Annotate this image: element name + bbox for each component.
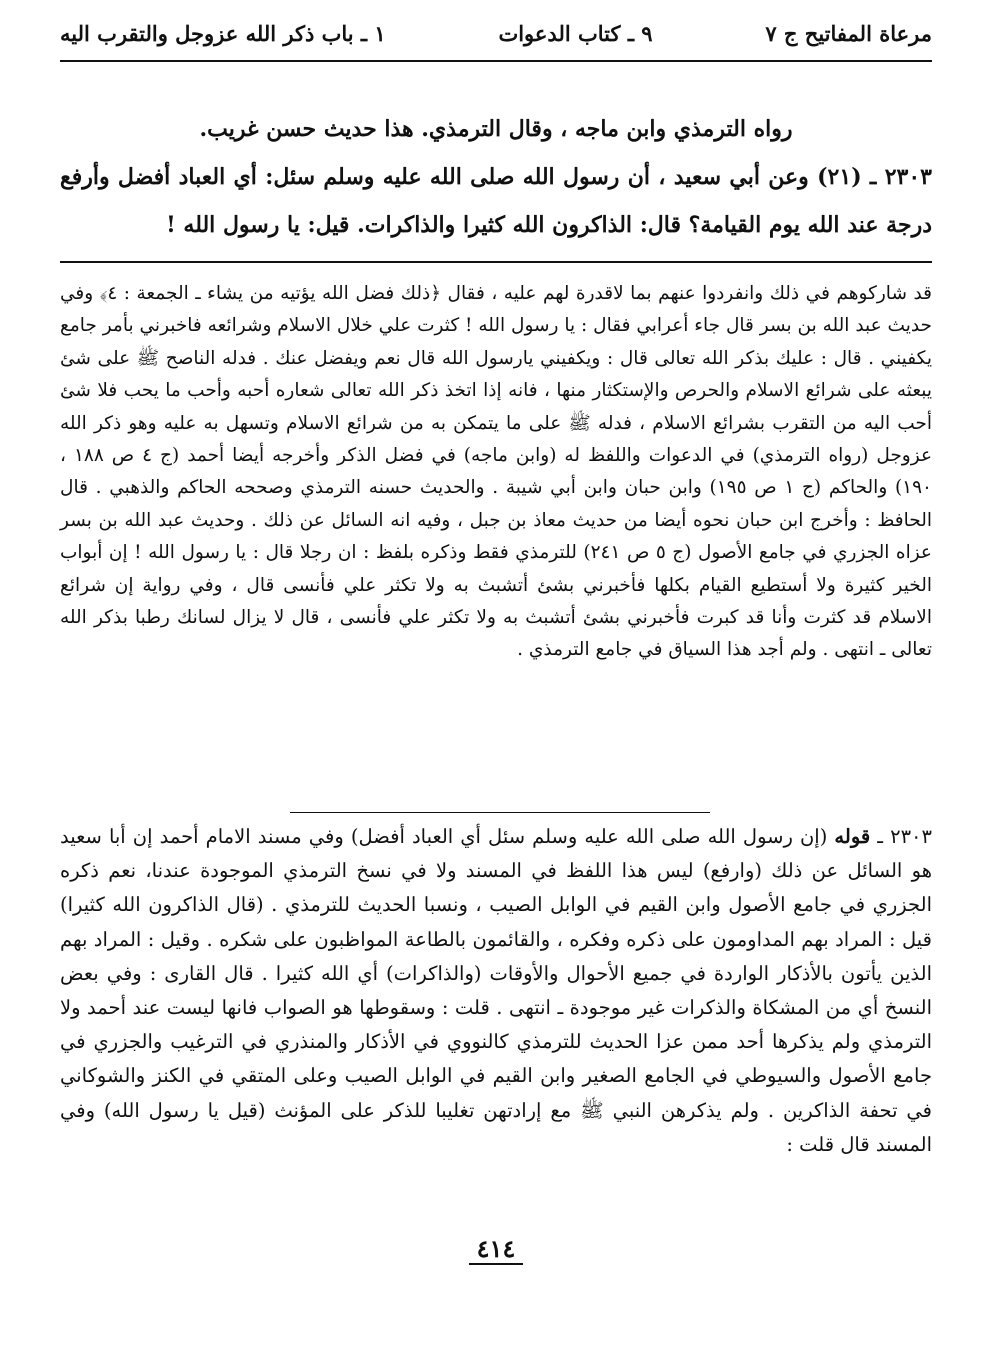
commentary-paragraph: قد شاركوهم في ذلك وانفردوا عنهم بما لاقدرة لهم عليه ، فقال ﴿ذلك فضل الله يؤتيه من يشاء ـ الجمعة : ٤﴾ وفي حديث عبد الله بن بسر قال جاء أعرابي فقال : يا رسول الله ! كثرت علي خلال الاسلام وشرائعه فاخبرني بأمر جامع يكفيني . قال : عليك بذكر الله تعالى قال : ويكفيني يارسول الله قال نعم ويفضل عنك . فدله الناصح ﷺ على شئ يبعثه على شرائع الاسلام والحرص والإستكثار منها ، فانه إذا اتخذ ذكر الله تعالى شعاره أحبه وأحب ما يحب فلا شئ أحب اليه من التقرب بشرائع الاسلام ، فدله ﷺ على ما يتمكن به من شرائع الاسلام وتسهل به عليه وهو ذكر الله عزوجل (رواه الترمذي) في الدعوات واللفظ له (وابن ماجه) في فضل الذكر وأخرجه أيضا أحمد (ج ٤ ص ١٨٨ ، ١٩٠) والحاكم (ج ١ ص ١٩٥) وابن حبان وابن أبي شيبة . والحديث حسنه الترمذي وصححه الحاكم والذهبي . قال الحافظ : وأخرج ابن حبان نحوه أيضا من حديث معاذ بن جبل ، وفيه انه السائل عن ذلك . وحديث عبد الله بن بسر عزاه الجزري في جامع الأصول (ج ٥ ص ٢٤١) للترمذي فقط وذكره بلفظ : ان رجلا قال : يا رسول الله ! إن أبواب الخير كثيرة ولا أستطيع القيام بكلها فأخبرني بشئ أتشبث به ولا تكثر علي فأنسى قال ، وفي رواية إن شرائع الاسلام قد كثرت وأنا قد كبرت فأخبرني بشئ أتشبث به ولا تكثر علي فأنسى ، قال لا يزال لسانك رطبا بذكر الله تعالى ـ انتهى . ولم أجد هذا السياق في جامع الترمذي . bbox=[60, 283, 933, 661]
running-header bbox=[60, 14, 932, 52]
hadith-main-text: ٢٣٠٣ ـ (٢١) وعن أبي سعيد ، أن رسول الله صلى الله عليه وسلم سئل: أي العباد أفضل وأرفع درجة عند الله يوم القيامة؟ قال: الذاكرون الله كثيرا والذاكرات. قيل: يا رسول الله ! bbox=[60, 164, 932, 238]
chapter-title: ٩ ـ كتاب الدعوات bbox=[498, 20, 653, 46]
hadith-text-block bbox=[60, 105, 932, 249]
note-text: (إن رسول الله صلى الله عليه وسلم سئل أي العباد أفضل) وفي مسند الامام أحمد إن أبا سعيد هو السائل عن ذلك (وارفع) ليس هذا اللفظ في المسند ولا في نسخ الترمذي الموجودة عندنا، نعم ذكره الجزري في جامع الأصول وابن القيم في الوابل الصيب ، ونسبا الحديث للترمذي . (قال الذاكرون الله كثيرا) قيل : المراد بهم المداومون على ذكره وفكره ، والقائمون بالطاعة المواظبون على شكره . وقيل : المراد بهم الذين يأتون بالأذكار الواردة في جميع الأحوال والأوقات (والذاكرات) أي الله كثيرا . قال القارى : وفي بعض النسخ أي من المشكاة والذكرات غير موجودة ـ انتهى . قلت : وسقوطها هو الصواب فانها ليست عند أحمد ولا الترمذي ولم يذكرها أحد ممن عزا الحديث للترمذي كالنووي في الأذكار والمنذري في الترغيب والجزري في جامع الأصول والسيوطي في الجامع الصغير وابن القيم في الوابل الصيب وعلى المتقي في الكنز والشوكاني في تحفة الذاكرين . ولم يذكرهن النبي ﷺ مع إرادتهن تغليبا للذكر على المؤنث (قيل يا رسول الله) وفي المسند قال قلت : bbox=[60, 825, 932, 1156]
section-rule bbox=[60, 261, 932, 263]
header-rule bbox=[60, 60, 932, 62]
commentary-block bbox=[60, 278, 932, 667]
page-number bbox=[0, 1234, 992, 1263]
section-title: ١ ـ باب ذكر الله عزوجل والتقرب اليه bbox=[60, 20, 386, 46]
notes-block bbox=[60, 820, 932, 1162]
note-number: ٢٣٠٣ ـ bbox=[877, 825, 932, 848]
hadith-source-line: رواه الترمذي وابن ماجه ، وقال الترمذي. هذا حديث حسن غريب. bbox=[199, 116, 793, 142]
notes-paragraph bbox=[60, 820, 932, 1162]
page-number-text: ٤١٤ bbox=[469, 1234, 524, 1265]
note-keyword: قوله bbox=[834, 825, 871, 848]
book-title: مرعاة المفاتيح ج ٧ bbox=[765, 20, 932, 46]
notes-divider bbox=[290, 812, 710, 813]
